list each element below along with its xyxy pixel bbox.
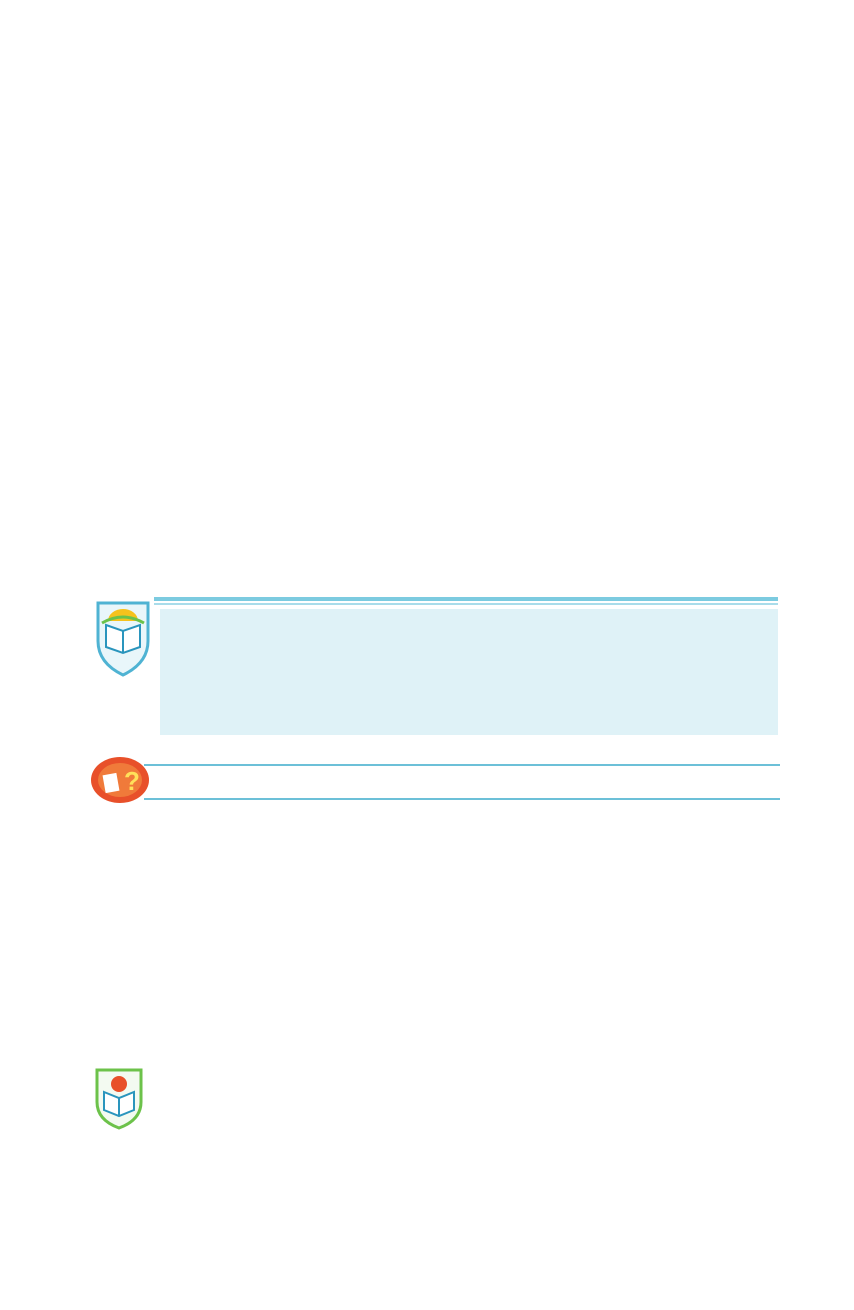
definition-box: [94, 597, 778, 735]
questions-line-top: [144, 764, 780, 766]
definition-top-line-2: [154, 603, 778, 605]
questions-header: [90, 752, 780, 808]
definition-top-line: [154, 597, 778, 601]
svg-text:?: ?: [124, 766, 140, 796]
question-mark-icon: [90, 756, 150, 804]
book-shield-icon: [94, 1066, 144, 1130]
questions-line-bottom: [144, 798, 780, 800]
book-shield-icon: [94, 597, 152, 677]
definition-panel: [160, 609, 778, 735]
